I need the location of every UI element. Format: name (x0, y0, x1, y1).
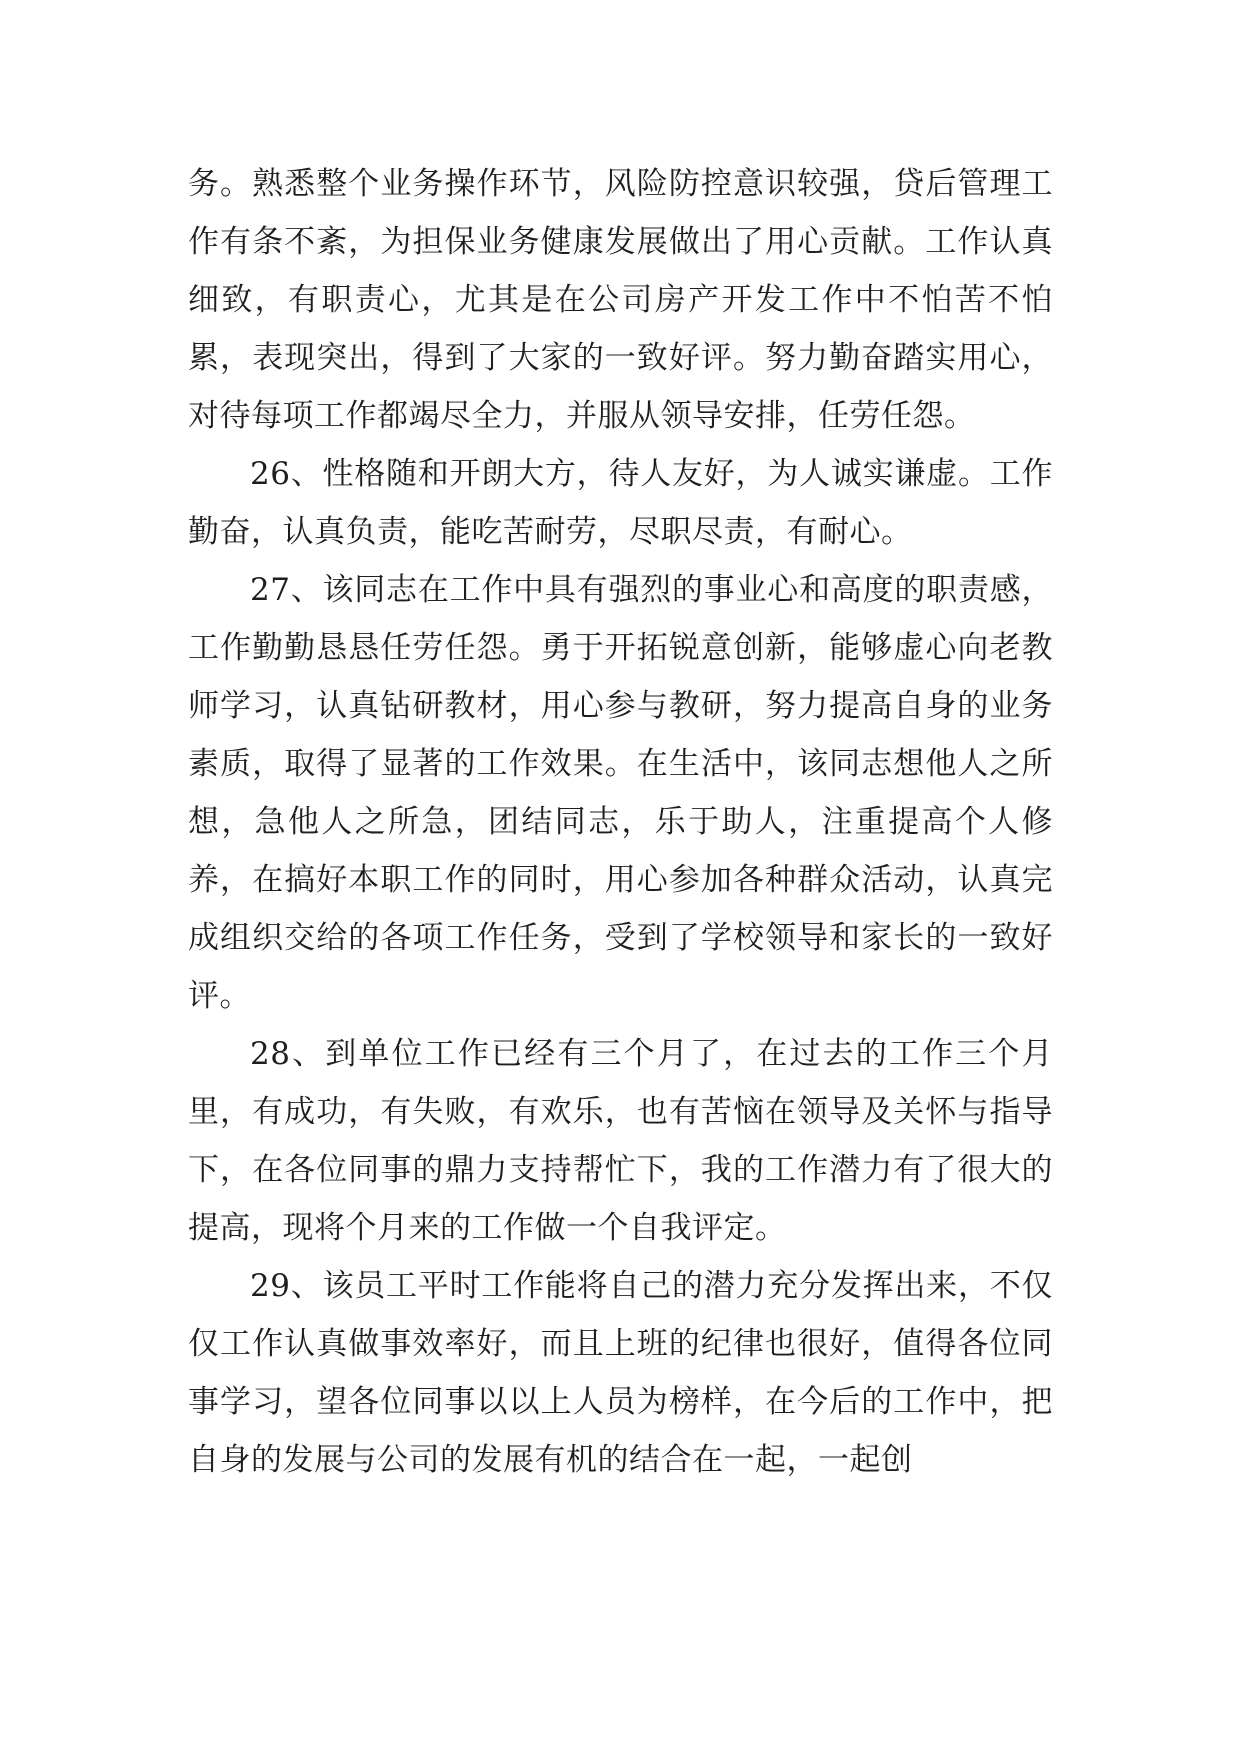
paragraph-27: 27、该同志在工作中具有强烈的事业心和高度的职责感，工作勤勤恳恳任劳任怨。勇于开拓锐意创新，能够虚心向老教师学习，认真钻研教材，用心参与教研，努力提高自身的业务素质，取得了显著的工作效果。在生活中，该同志想他人之所想，急他人之所急，团结同志，乐于助人，注重提高个人修养，在搞好本职工作的同时，用心参加各种群众活动，认真完成组织交给的各项工作任务，受到了学校领导和家长的一致好评。 (188, 572, 1053, 1014)
paragraph-28: 28、到单位工作已经有三个月了，在过去的工作三个月里，有成功，有失败，有欢乐，也有苦恼在领导及关怀与指导下，在各位同事的鼎力支持帮忙下，我的工作潜力有了很大的提高，现将个月来的工作做一个自我评定。 (188, 1036, 1053, 1246)
paragraph-29: 29、该员工平时工作能将自己的潜力充分发挥出来，不仅仅工作认真做事效率好，而且上班的纪律也很好，值得各位同事学习，望各位同事以以上人员为榜样，在今后的工作中，把自身的发展与公司的发展有机的结合在一起，一起创 (188, 1268, 1053, 1478)
paragraph-continued: 务。熟悉整个业务操作环节，风险防控意识较强，贷后管理工作有条不紊，为担保业务健康发展做出了用心贡献。工作认真细致，有职责心，尤其是在公司房产开发工作中不怕苦不怕累，表现突出，得到了大家的一致好评。努力勤奋踏实用心，对待每项工作都竭尽全力，并服从领导安排，任劳任怨。 (188, 166, 1053, 434)
paragraph-26: 26、性格随和开朗大方，待人友好，为人诚实谦虚。工作勤奋，认真负责，能吃苦耐劳，尽职尽责，有耐心。 (188, 456, 1053, 550)
document-body (188, 155, 1053, 1489)
